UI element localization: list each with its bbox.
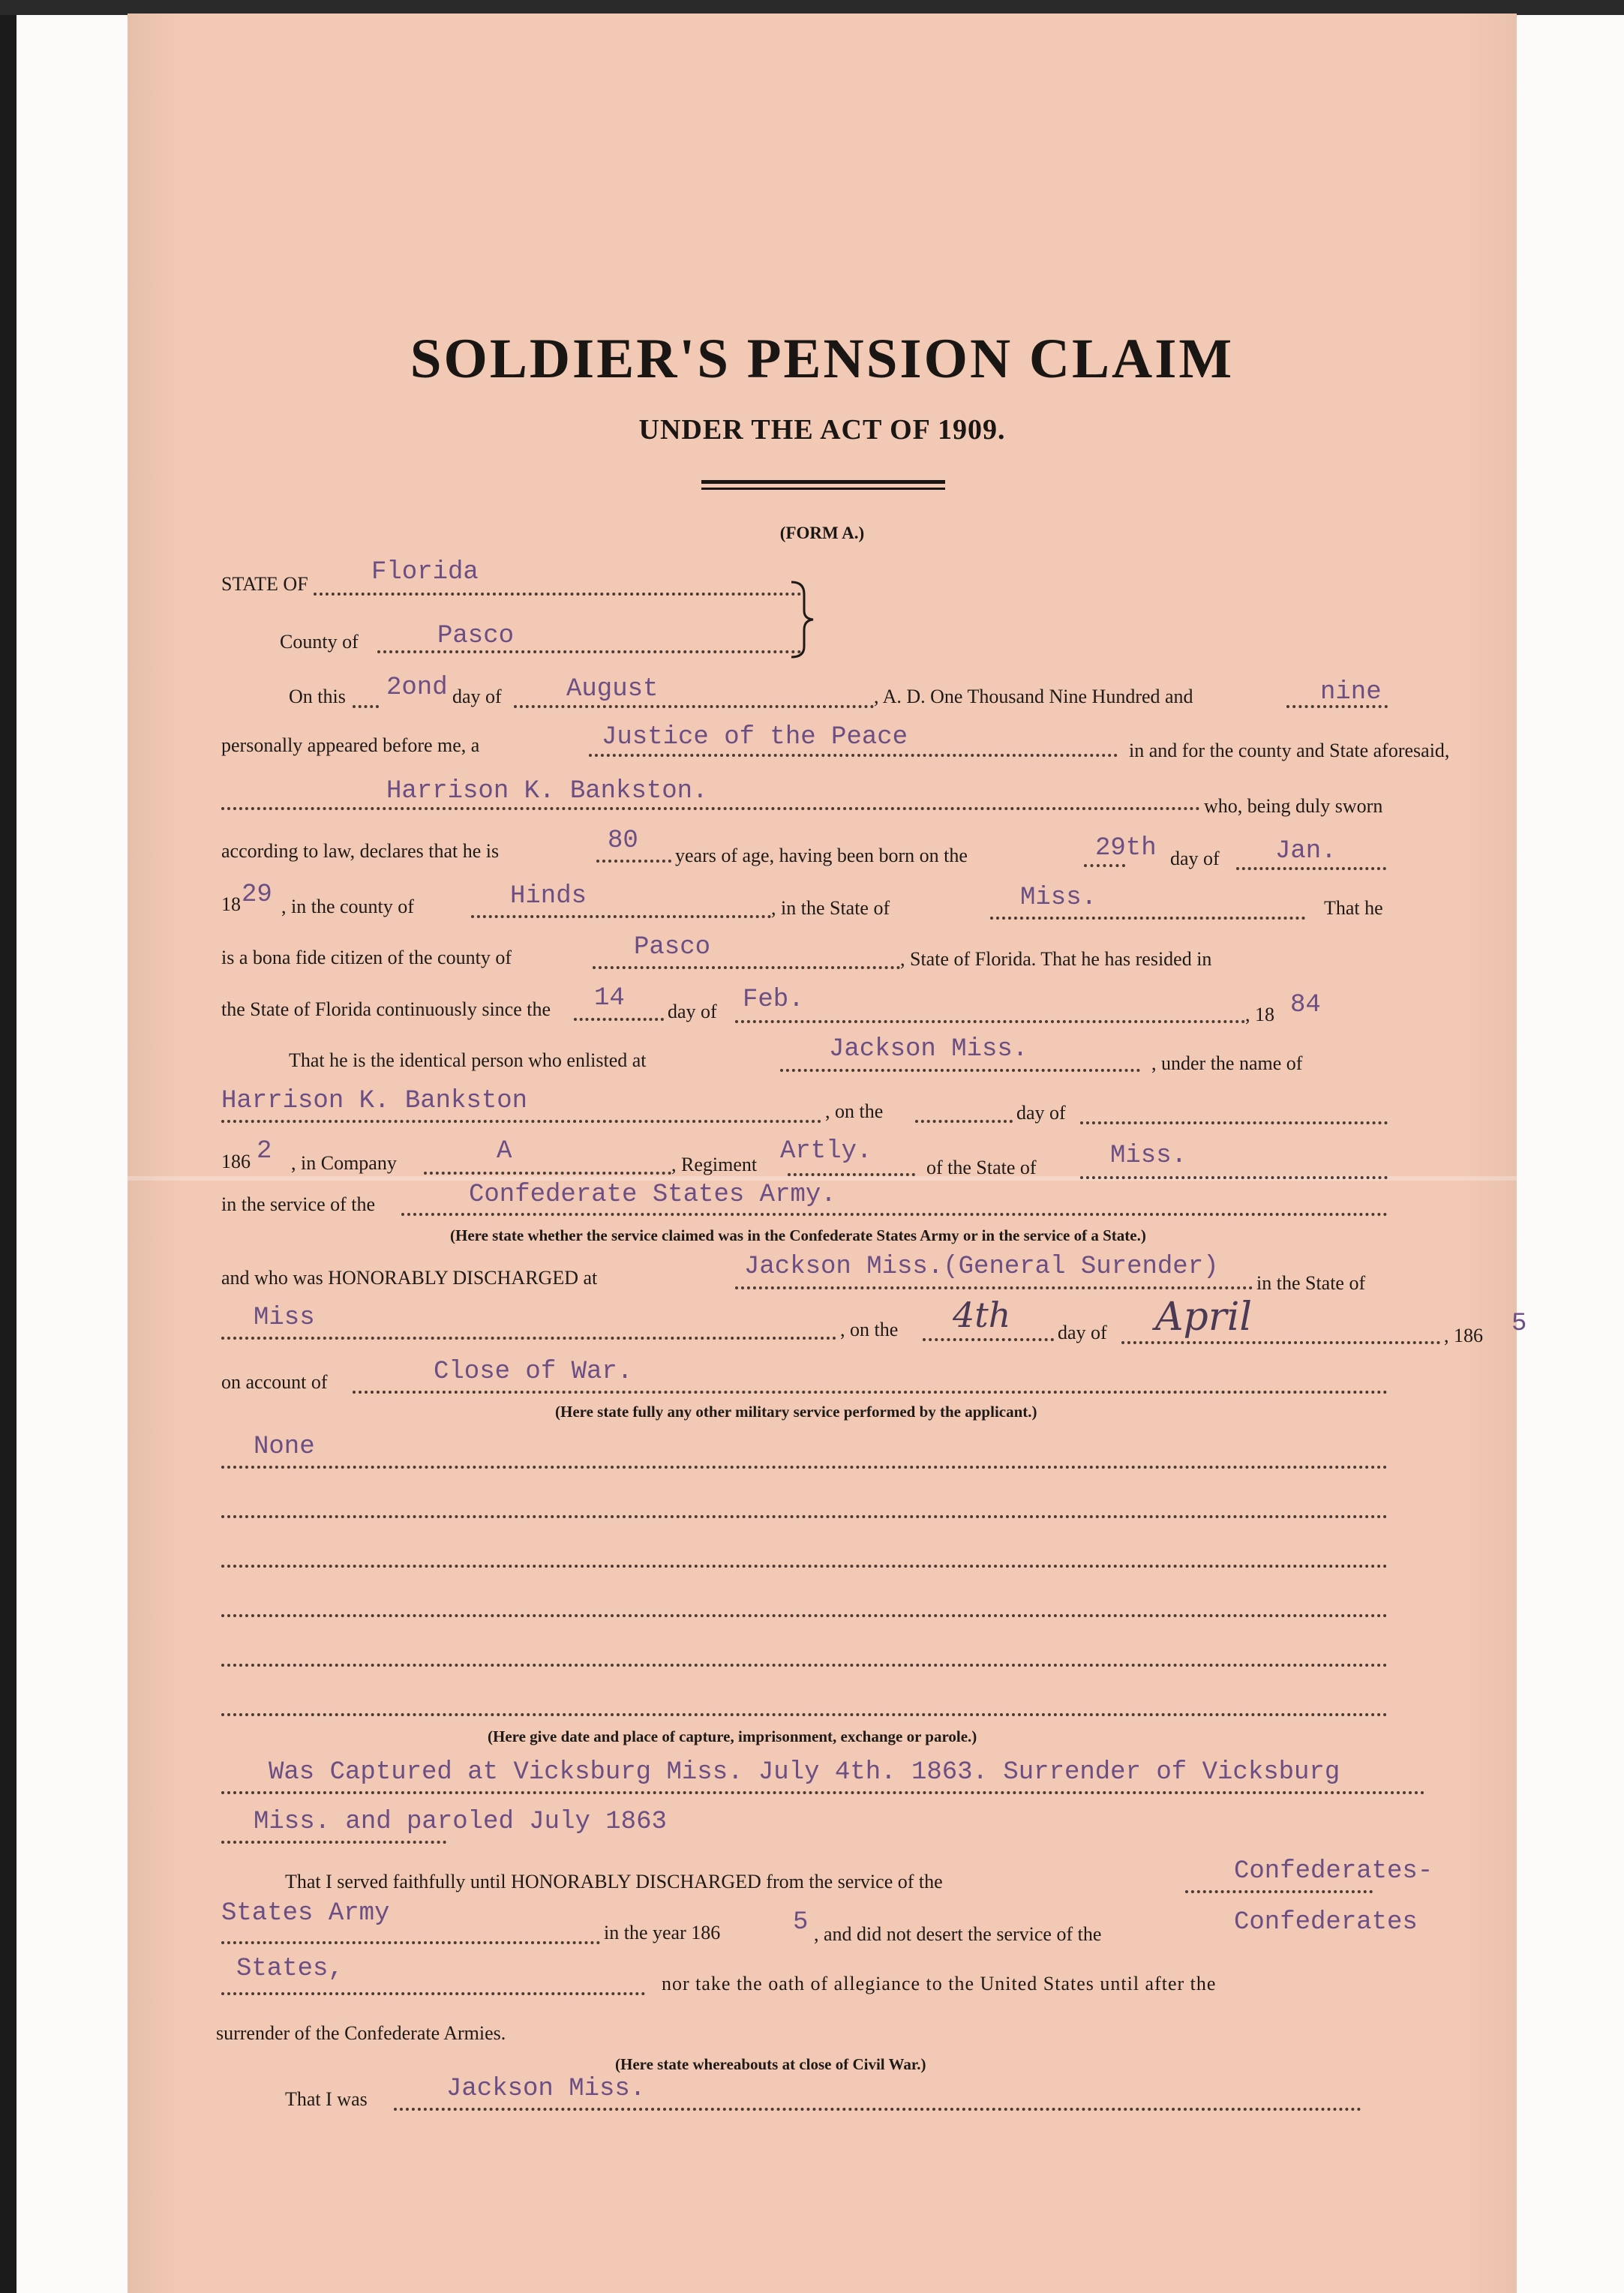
resided-month-value: Feb.	[743, 986, 804, 1014]
county-of-label: County of	[280, 631, 359, 653]
title-rule-bottom	[701, 488, 945, 490]
born-year-prefix-label: 18	[221, 893, 241, 915]
resided-day-of-label: day of	[668, 1001, 717, 1022]
birth-day-value: 29th	[1095, 834, 1157, 863]
enlist-day-of-label: day of	[1016, 1102, 1066, 1124]
other-service-note: (Here state fully any other military service performed by the applicant.)	[555, 1403, 1037, 1421]
under-the-name-label: , under the name of	[1151, 1052, 1303, 1074]
resided-month-field-line	[735, 1020, 1245, 1023]
resided-day-value: 14	[594, 984, 625, 1013]
state-value: Florida	[371, 558, 479, 587]
years-of-age-label: years of age, having been born on the	[675, 845, 968, 866]
ad-thousand-label: , A. D. One Thousand Nine Hundred and	[874, 686, 1193, 707]
discharge-month-field-line	[1121, 1341, 1440, 1344]
discharge-month-value: April	[1155, 1295, 1252, 1340]
claimant-name-field-line	[221, 807, 1200, 810]
that-he-label: That he	[1324, 897, 1383, 919]
discharge-day-value: 4th	[953, 1295, 1011, 1335]
claimant-name-value: Harrison K. Bankston.	[386, 777, 708, 806]
enlist-state-field-line	[1080, 1176, 1388, 1179]
served-line2-value: States Army	[221, 1899, 390, 1928]
not-desert-line-2	[221, 1992, 645, 1995]
discharge-reason-field-line	[353, 1391, 1388, 1394]
in-the-service-label: in the service of the	[221, 1193, 376, 1215]
resided-day-field-line	[574, 1018, 664, 1021]
who-being-sworn-label: who, being duly sworn	[1204, 795, 1383, 817]
year-word-value: nine	[1320, 678, 1382, 707]
birth-county-field-line	[471, 915, 771, 918]
state-of-florida-label: , State of Florida. That he has resided in	[900, 948, 1212, 970]
discharge-state-field-line	[221, 1337, 836, 1340]
regiment-field-line	[788, 1173, 915, 1176]
birth-month-value: Jan.	[1275, 837, 1337, 866]
capture-note: (Here give date and place of capture, imprisonment, exchange or parole.)	[488, 1727, 977, 1745]
enlist-state-value: Miss.	[1110, 1142, 1187, 1170]
identical-person-label: That he is the identical person who enlisted at	[289, 1049, 647, 1071]
on-account-of-label: on account of	[221, 1371, 328, 1393]
state-of-label: STATE OF	[221, 573, 308, 595]
discharge-on-the-label: , on the	[840, 1319, 899, 1340]
enlist-month-field-line	[1080, 1121, 1388, 1124]
capture-line-2	[221, 1841, 446, 1844]
age-field-line	[596, 860, 671, 863]
scan-border-left	[0, 0, 17, 2293]
enlisted-at-value: Jackson Miss.	[829, 1035, 1028, 1064]
enlisted-name-value: Harrison K. Bankston	[221, 1087, 528, 1115]
company-value: A	[497, 1137, 512, 1166]
month-value: August	[566, 675, 659, 704]
on-the-label: , on the	[825, 1100, 884, 1122]
in-company-label: , in Company	[291, 1152, 397, 1174]
discharge-state-of-label: in the State of	[1256, 1272, 1366, 1294]
bona-fide-label: is a bona fide citizen of the county of	[221, 947, 512, 968]
served-line-2	[221, 1941, 600, 1944]
resided-year-suffix-value: 84	[1290, 991, 1321, 1019]
discharged-at-value: Jackson Miss.(General Surender)	[744, 1253, 1219, 1281]
oath-label: nor take the oath of allegiance to the United States until after the	[662, 1973, 1217, 1994]
other-service-line-3	[221, 1565, 1388, 1568]
enlist-state-of-label: of the State of	[926, 1157, 1037, 1178]
other-service-line-2	[221, 1515, 1388, 1518]
not-desert-line1-value: Confederates	[1234, 1908, 1418, 1937]
other-service-value: None	[254, 1433, 315, 1461]
served-line1-value: Confederates-	[1234, 1857, 1433, 1886]
birth-state-field-line	[990, 917, 1305, 920]
discharge-year-prefix-label: , 186	[1444, 1325, 1483, 1346]
regiment-label: , Regiment	[671, 1154, 758, 1175]
capture-line-1	[221, 1791, 1425, 1794]
bracket-icon	[788, 578, 825, 660]
state-field-line	[314, 593, 801, 596]
officer-field-line	[589, 754, 1118, 757]
day-of-label: day of	[452, 686, 502, 707]
capture-line1-value: Was Captured at Vicksburg Miss. July 4th. 1863. Surrender of Vicksburg	[269, 1758, 1340, 1787]
officer-value: Justice of the Peace	[602, 723, 908, 752]
discharge-year-suffix-value: 5	[1511, 1310, 1527, 1338]
in-the-year-label: in the year 186	[604, 1922, 721, 1943]
that-i-was-label: That I was	[285, 2088, 368, 2110]
other-service-line-1	[221, 1466, 1388, 1469]
birth-year-suffix-value: 29	[242, 881, 272, 909]
capture-line2-value: Miss. and paroled July 1863	[254, 1808, 667, 1836]
county-value: Pasco	[437, 622, 515, 650]
day-field-line	[353, 705, 379, 708]
enlist-day-field-line	[915, 1120, 1013, 1123]
resided-since-label: the State of Florida continuously since the	[221, 998, 551, 1020]
other-service-line-6	[221, 1713, 1388, 1716]
scan-border-top	[0, 0, 1624, 15]
title-rule-top	[701, 480, 945, 484]
discharged-at-field-line	[735, 1286, 1253, 1289]
regiment-value: Artly.	[780, 1137, 872, 1166]
discharge-reason-value: Close of War.	[434, 1358, 633, 1386]
service-field-line	[401, 1213, 1388, 1216]
service-note: (Here state whether the service claimed was in the Confederate States Army or in the service of a State.)	[450, 1226, 1146, 1244]
county-field-line	[377, 650, 801, 653]
day-value: 2ond	[386, 674, 448, 702]
age-value: 80	[608, 827, 638, 855]
not-desert-line2-value: States,	[236, 1955, 344, 1983]
in-county-of-label: , in the county of	[281, 896, 414, 917]
company-field-line	[424, 1172, 671, 1175]
enlist-year-suffix-value: 2	[257, 1137, 272, 1166]
enlisted-name-field-line	[221, 1120, 821, 1123]
according-to-law-label: according to law, declares that he is	[221, 840, 500, 862]
whereabouts-note: (Here state whereabouts at close of Civil War.)	[615, 2055, 926, 2073]
birth-state-value: Miss.	[1020, 884, 1097, 912]
served-line-1	[1185, 1890, 1373, 1893]
other-service-line-5	[221, 1664, 1388, 1667]
served-faithfully-label: That I served faithfully until HONORABLY DISCHARGED from the service of the	[285, 1871, 943, 1892]
service-value: Confederate States Army.	[469, 1181, 836, 1209]
enlist-year-prefix-label: 186	[221, 1151, 251, 1172]
form-title: SOLDIER'S PENSION CLAIM	[410, 328, 1235, 390]
whereabouts-value: Jackson Miss.	[446, 2075, 646, 2103]
pension-claim-form	[128, 14, 1527, 2293]
form-subtitle: UNDER THE ACT OF 1909.	[638, 414, 1006, 446]
enlisted-at-field-line	[780, 1069, 1140, 1072]
whereabouts-field-line	[394, 2108, 1361, 2111]
resided-year-prefix-label: , 18	[1245, 1004, 1274, 1025]
personally-appeared-label: personally appeared before me, a	[221, 734, 480, 756]
in-state-of-label: , in the State of	[771, 897, 890, 919]
on-this-label: On this	[289, 686, 346, 707]
other-service-line-4	[221, 1614, 1388, 1617]
surrender-label: surrender of the Confederate Armies.	[216, 2022, 506, 2044]
residence-county-field-line	[593, 966, 900, 969]
birth-county-value: Hinds	[510, 882, 587, 911]
birth-day-of-label: day of	[1170, 848, 1220, 869]
birth-day-field-line	[1084, 864, 1125, 867]
residence-county-value: Pasco	[634, 933, 711, 962]
month-field-line	[514, 705, 874, 708]
form-label: (FORM A.)	[779, 524, 865, 542]
honorably-discharged-label: and who was HONORABLY DISCHARGED at	[221, 1267, 598, 1289]
discharge-day-of-label: day of	[1058, 1322, 1107, 1343]
in-and-for-label: in and for the county and State aforesaid,	[1129, 740, 1450, 761]
served-year-suffix-value: 5	[793, 1908, 809, 1937]
did-not-desert-label: , and did not desert the service of the	[814, 1923, 1102, 1945]
birth-month-field-line	[1236, 867, 1386, 870]
discharge-state-value: Miss	[254, 1304, 315, 1332]
discharge-day-field-line	[923, 1338, 1054, 1341]
